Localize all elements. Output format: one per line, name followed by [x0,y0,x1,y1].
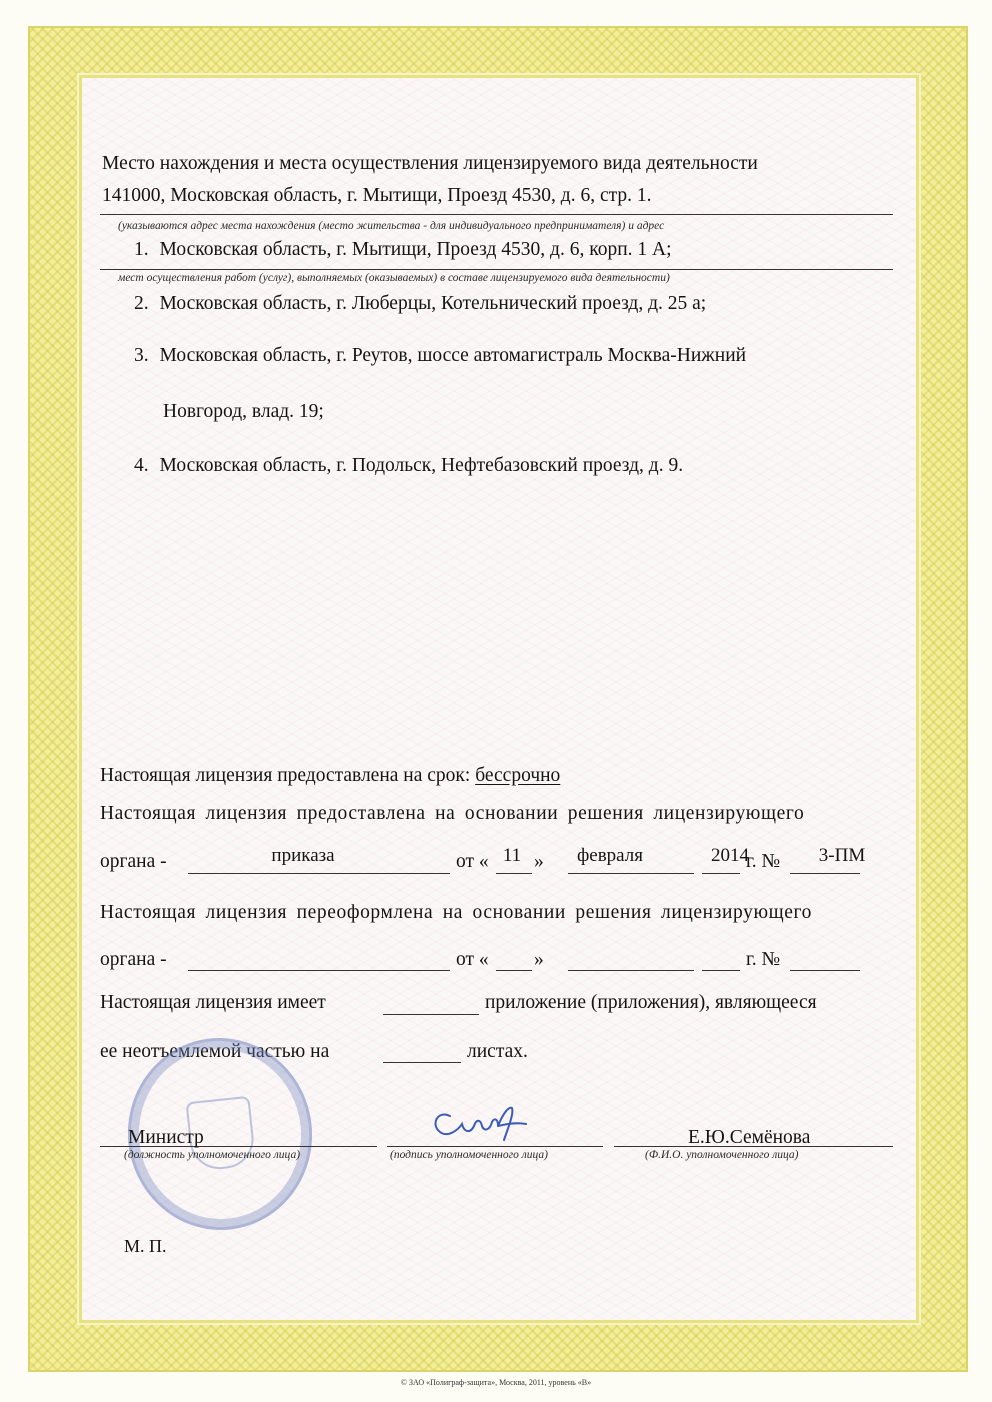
reissue-organ-label: органа - [100,949,167,970]
reissue-year-suffix: г. № [746,949,781,970]
address-note-2: мест осуществления работ (услуг), выполняемых (оказываемых) в составе лицензируемого вида деятельности) [118,272,670,284]
appendix-count-underline [383,1014,479,1015]
address-num: 2. [134,293,149,314]
printer-footer: © ЗАО «Полиграф-защита», Москва, 2011, уровень «В» [400,1378,592,1387]
license-term [100,765,560,787]
organ-underline [188,970,450,971]
basis-year: 2014 [711,845,749,866]
section-title: Место нахождения и места осуществления лицензируемого вида деятельности [102,153,758,174]
organ-underline [188,873,450,874]
basis-number: 3-ПМ [818,845,866,866]
address-text: Московская область, г. Реутов, шоссе автомагистраль Москва-Нижний [159,345,747,366]
stamp-place-label: М. П. [124,1236,167,1256]
basis-close-quote: » [534,851,544,872]
address-item-3-cont: Новгород, влад. 19; [163,401,324,422]
signatory-position: Министр [128,1127,204,1148]
month-underline [568,970,694,971]
address-num: 1. [134,239,149,260]
appendix-line-1a: Настоящая лицензия имеет [100,992,326,1013]
basis-organ-value: приказа [271,845,335,866]
address-text: Московская область, г. Мытищи, Проезд 4530, д. 6, корп. 1 А; [159,239,672,260]
basis-year-suffix: г. № [746,851,781,872]
basis-organ-label: органа - [100,851,167,872]
appendix-line-2b: листах. [467,1041,528,1062]
month-underline [568,873,694,874]
main-address: 141000, Московская область, г. Мытищи, Проезд 4530, д. 6, стр. 1. [102,185,652,206]
address-item-2 [134,293,706,315]
address-item-4 [134,455,683,477]
address-note-1: (указываются адрес места нахождения (место жительства - для индивидуального предпринимателя) и адрес [118,220,665,232]
address-num: 3. [134,345,149,366]
signature-icon [428,1096,538,1148]
signature-caption: (подпись уполномоченного лица) [390,1149,548,1161]
signature-underline [387,1146,603,1147]
reissue-close-quote: » [534,949,544,970]
term-label: Настоящая лицензия предоставлена на срок: [100,765,471,786]
address-item-3 [134,345,746,367]
appendix-line-1b: приложение (приложения), являющееся [485,992,817,1013]
basis-day: 11 [502,845,522,866]
appendix-line-2a: ее неотъемлемой частью на [100,1041,330,1062]
address-item-1 [134,239,672,261]
divider-line [100,269,893,270]
number-underline [790,873,860,874]
basis-from-label: от « [456,851,489,872]
reissue-line: Настоящая лицензия переоформлена на основании решения лицензирующего [100,902,812,923]
address-text: Московская область, г. Люберцы, Котельнический проезд, д. 25 а; [159,293,707,314]
day-underline [496,970,532,971]
term-value: бессрочно [475,765,561,786]
basis-line: Настоящая лицензия предоставлена на основании решения лицензирующего [100,803,805,824]
name-caption: (Ф.И.О. уполномоченного лица) [645,1149,799,1161]
address-text: Московская область, г. Подольск, Нефтебазовский проезд, д. 9. [159,455,684,476]
signatory-name: Е.Ю.Семёнова [688,1127,811,1148]
reissue-from-label: от « [456,949,489,970]
position-caption: (должность уполномоченного лица) [124,1149,301,1161]
basis-month: февраля [576,845,644,866]
day-underline [496,873,532,874]
appendix-sheets-underline [383,1062,461,1063]
year-underline [702,873,740,874]
year-underline [702,970,740,971]
divider-line [100,214,893,215]
number-underline [790,970,860,971]
address-num: 4. [134,455,149,476]
